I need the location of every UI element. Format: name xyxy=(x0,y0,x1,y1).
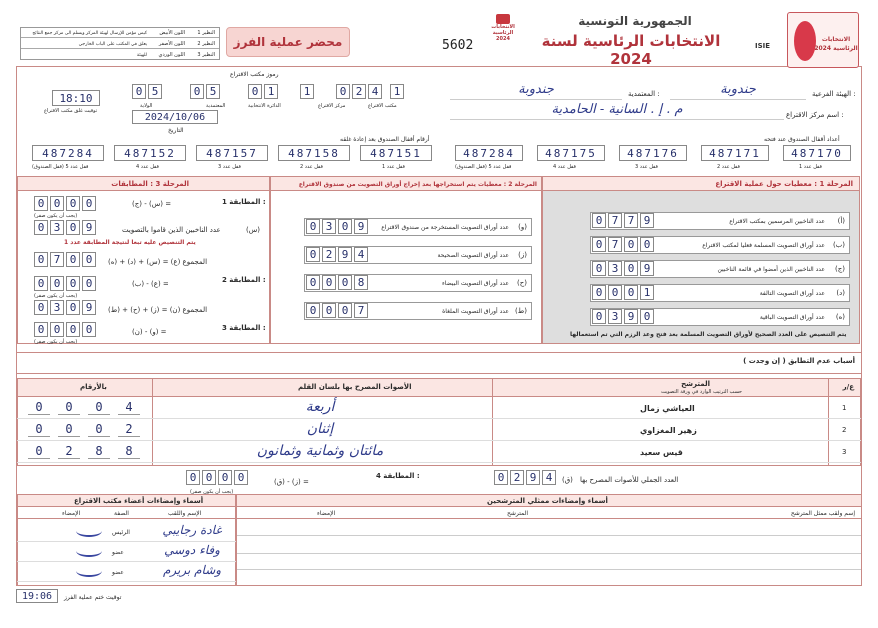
voters-value xyxy=(34,220,98,235)
total-votes-letter: (ق) xyxy=(562,476,573,484)
digit-cell: 2 xyxy=(510,470,524,485)
digit-cell: 0 xyxy=(306,303,320,318)
digit-cell: 0 xyxy=(82,322,96,337)
isie-logo-text: الانتخابات الرئاسية 2024 xyxy=(814,36,858,52)
stage1-header xyxy=(543,177,859,191)
digit-cell: 8 xyxy=(118,444,140,459)
date-value: 2024/10/06 xyxy=(132,110,218,124)
copy-desc: للهيئة xyxy=(136,53,147,58)
digit-cell: 2 xyxy=(118,422,140,437)
candidate-name: قيس سعيد xyxy=(640,448,683,457)
row-value xyxy=(592,309,656,324)
digit-cell: 0 xyxy=(58,422,80,437)
signature-mark xyxy=(76,525,102,537)
digit-cell: 2 xyxy=(58,444,80,459)
total-votes-value xyxy=(494,470,558,485)
member-name: وشام بريرم xyxy=(162,563,222,577)
election-logo xyxy=(488,14,518,62)
digit-cell: 0 xyxy=(34,300,48,315)
rep-signatures-header xyxy=(237,495,861,507)
digit-cell: 3 xyxy=(50,220,64,235)
m3-value xyxy=(34,322,98,337)
date-label: التاريخ xyxy=(168,127,184,134)
digit-cell: 0 xyxy=(218,470,232,485)
digit-cell: 0 xyxy=(592,309,606,324)
center-value: م . إ . السانية - الحامدية xyxy=(450,102,784,120)
copy-label: النظير 3 xyxy=(197,52,215,58)
m2-sub: (يجب أن يكون صفر) xyxy=(34,293,78,299)
seals-before xyxy=(455,145,855,171)
row-letter: (و) xyxy=(518,223,527,231)
code-digit: 1 xyxy=(300,84,314,99)
member-col-role: الصفة xyxy=(114,510,129,517)
form-name-banner xyxy=(226,27,350,57)
rep-row xyxy=(237,569,861,570)
stage3-title: المرحلة 3 : المطابقات xyxy=(111,180,189,188)
member-col-name: الإسم واللقب xyxy=(168,510,202,517)
seal-caption: قفل عدد 3 xyxy=(218,164,241,170)
seal-number: 487175 xyxy=(537,145,605,161)
seal-number: 487284 xyxy=(32,145,104,161)
col-words: الأصوات المصرح بها بلسان القلم xyxy=(298,383,412,391)
m1-sub: (يجب أن يكون صفر) xyxy=(34,213,78,219)
seal-caption: قفل عدد 3 xyxy=(635,164,658,170)
code-caption: مكتب الاقتراع xyxy=(368,103,397,109)
seal-number: 487284 xyxy=(455,145,523,161)
digit-cell: 0 xyxy=(34,322,48,337)
copies-table xyxy=(20,27,220,60)
row-label: عدد أوراق التصويت البيضاء xyxy=(441,280,509,287)
row-value xyxy=(306,247,370,262)
digit-cell: 0 xyxy=(82,276,96,291)
row-value xyxy=(306,303,370,318)
digit-cell: 7 xyxy=(624,213,638,228)
signature-mark xyxy=(76,565,102,577)
sum-value xyxy=(34,252,98,267)
m2-formula: (ب) - (ع) = xyxy=(132,280,169,288)
rep-row xyxy=(237,535,861,536)
digit-cell: 3 xyxy=(608,261,622,276)
digit-cell: 0 xyxy=(50,322,64,337)
digit-cell: 0 xyxy=(66,252,80,267)
row-letter: (ح) xyxy=(517,279,527,287)
row-label: عدد أوراق التصويت الباقية xyxy=(759,314,825,321)
digit-cell: 0 xyxy=(82,252,96,267)
m1-value xyxy=(34,196,98,211)
republic-title: الجمهورية التونسية xyxy=(578,14,692,28)
rep-col-candidate: المترشح xyxy=(507,510,528,517)
digit-cell: 3 xyxy=(608,309,622,324)
candidate-votes-digits xyxy=(28,444,148,459)
digit-cell: 0 xyxy=(640,309,654,324)
rep-signatures xyxy=(236,494,862,586)
row-label: عدد الناخبين الذين أمضوا في قائمة الناخبين xyxy=(717,266,825,273)
m3-sub: (يجب أن يكون صفر) xyxy=(34,339,78,345)
rep-col-signature: الإمضاء xyxy=(317,510,336,517)
copies-row xyxy=(21,28,219,38)
digit-cell: 0 xyxy=(306,247,320,262)
digit-cell: 0 xyxy=(322,275,336,290)
code-digit: 2 xyxy=(352,84,366,99)
digit-cell: 0 xyxy=(66,300,80,315)
row-letter: (ز) xyxy=(518,251,527,259)
digit-cell: 8 xyxy=(88,444,110,459)
office-codes xyxy=(132,84,406,99)
code-caption: مركز الاقتراع xyxy=(318,103,346,109)
seal-caption: قفل عدد 2 xyxy=(300,164,323,170)
seals-before-label: أعداد أقفال الصندوق عند فتحه xyxy=(764,136,840,143)
digit-cell: 0 xyxy=(624,261,638,276)
code-caption: الولاية xyxy=(140,103,153,109)
digit-cell: 9 xyxy=(82,220,96,235)
seal-caption: قفل عدد 1 xyxy=(382,164,405,170)
digit-cell: 0 xyxy=(306,219,320,234)
m1-label: المطابقة 1 : xyxy=(222,198,266,206)
digit-cell: 0 xyxy=(338,303,352,318)
digit-cell: 7 xyxy=(608,237,622,252)
code-digit: 4 xyxy=(368,84,382,99)
member-signatures-header xyxy=(18,495,235,507)
copy-desc: يعلق في المكتب على الباب الخارجي xyxy=(78,42,147,47)
signature-mark xyxy=(76,545,102,557)
member-role: عضو xyxy=(112,569,124,576)
candidate-number: 2 xyxy=(842,426,847,434)
digit-cell: 0 xyxy=(592,261,606,276)
stage2-title: المرحلة 2 : معطيات يتم استخراجها بعد إخراج أوراق التصويت من صندوق الاقتراع xyxy=(298,181,537,188)
seal-number: 487176 xyxy=(619,145,687,161)
digit-cell: 9 xyxy=(338,247,352,262)
digit-cell: 0 xyxy=(66,276,80,291)
col-number: ع/ر xyxy=(842,383,854,391)
candidate-votes-words: أربعة xyxy=(305,399,335,415)
m4-value xyxy=(186,470,250,485)
discrepancy-box xyxy=(17,352,861,374)
digit-cell: 0 xyxy=(306,275,320,290)
total-value xyxy=(34,300,98,315)
digit-cell: 0 xyxy=(82,196,96,211)
digit-cell: 0 xyxy=(624,285,638,300)
digit-cell: 3 xyxy=(322,219,336,234)
row-label: عدد أوراق التصويت الصحيحة xyxy=(437,252,509,259)
digit-cell: 0 xyxy=(322,303,336,318)
end-time: 19:06 xyxy=(16,589,58,603)
row-label: عدد أوراق التصويت المسلمة فعليا لمكتب الاقتراع xyxy=(702,242,825,249)
code-digit: 1 xyxy=(390,84,404,99)
seal-number: 487158 xyxy=(278,145,350,161)
digit-cell: 9 xyxy=(82,300,96,315)
col-digits: بالأرقام xyxy=(80,383,107,391)
seal-caption: قفل عدد 4 xyxy=(553,164,576,170)
digit-cell: 0 xyxy=(624,237,638,252)
m3-label: المطابقة 3 : xyxy=(222,324,266,332)
candidate-votes-digits xyxy=(28,400,148,415)
row-label: عدد أوراق التصويت التالفة xyxy=(759,290,825,297)
digit-cell: 0 xyxy=(66,196,80,211)
candidates-header-row xyxy=(18,379,860,397)
digit-cell: 0 xyxy=(28,422,50,437)
m1-note: يتم التنصيص عليه تبعا لنتيجة المطابقة عدد 1 xyxy=(64,239,196,246)
election-logo-text: الانتخابات الرئاسية 2024 xyxy=(491,24,515,42)
digit-cell: 0 xyxy=(50,276,64,291)
total-label: المجموع (ن) = (ز) + (ح) + (ط) xyxy=(108,306,208,314)
col-candidate: المترشح xyxy=(681,380,710,388)
digit-cell: 0 xyxy=(28,444,50,459)
m2-value xyxy=(34,276,98,291)
isie-label: ISIE xyxy=(755,42,771,50)
seal-number: 487157 xyxy=(196,145,268,161)
candidate-number: 1 xyxy=(842,404,847,412)
row-label: عدد أوراق التصويت المستخرجة من صندوق الاقتراع xyxy=(381,224,509,231)
region-value: جندوبة xyxy=(670,82,806,100)
row-label: عدد الناخبين المرسمين بمكتب الاقتراع xyxy=(729,218,825,225)
digit-cell: 0 xyxy=(66,322,80,337)
code-digit: 1 xyxy=(264,84,278,99)
digit-cell: 0 xyxy=(58,400,80,415)
form-name: محضر عملية الفرز xyxy=(233,35,343,49)
copy-desc: كيس مؤمن للإرسال لهيئة المركز ويسلم الى مركز جمع النتائج xyxy=(32,31,147,36)
doc-number: 5602 xyxy=(442,38,474,53)
code-caption: الدائرة الانتخابية xyxy=(248,103,281,109)
stage1-title: المرحلة 1 : معطيات حول عملية الاقتراع xyxy=(715,180,853,188)
row-label: عدد أوراق التصويت الملغاة xyxy=(442,308,509,315)
voters-label: عدد الناخبين الذين قاموا بالتصويت xyxy=(122,226,221,234)
closing-time: 18:10 xyxy=(52,90,100,106)
candidate-votes-words: إثنان xyxy=(306,421,334,437)
row-value xyxy=(592,213,656,228)
rep-row xyxy=(237,553,861,554)
discrepancy-label: أسباب عدم التطابق ( إن وجدت ) xyxy=(743,357,855,365)
digit-cell: 9 xyxy=(640,213,654,228)
digit-cell: 0 xyxy=(592,237,606,252)
m4-label: المطابقة 4 : xyxy=(376,472,420,480)
sum-label: المجموع (ع) = (س) + (د) + (ه) xyxy=(108,258,208,266)
seals-after xyxy=(32,145,432,171)
digit-cell: 0 xyxy=(28,400,50,415)
election-title: الانتخابات الرئاسية لسنة 2024 xyxy=(541,32,721,68)
digit-cell: 7 xyxy=(50,252,64,267)
digit-cell: 0 xyxy=(50,196,64,211)
delegation-label: المعتمدية : xyxy=(628,90,660,98)
end-time-label: توقيت ختم عملية الفرز xyxy=(64,594,122,601)
m2-label: المطابقة 2 : xyxy=(222,276,266,284)
isie-logo xyxy=(787,12,859,68)
row-value xyxy=(306,275,370,290)
stage1-note: يتم التنصيص على العدد الصحيح لأوراق التصويت المسلمة بعد فتح وعد الرزم التي تم استعمالها xyxy=(570,331,847,338)
digit-cell: 9 xyxy=(526,470,540,485)
copy-label: النظير 2 xyxy=(197,41,215,47)
code-digit: 0 xyxy=(190,84,204,99)
member-role: الرئيس xyxy=(112,529,130,536)
seal-number: 487171 xyxy=(701,145,769,161)
code-caption: المعتمدية xyxy=(206,103,226,109)
candidate-votes-words: مائتان وثمانية وثمانون xyxy=(256,443,384,459)
copies-row xyxy=(21,50,219,60)
candidate-votes-digits xyxy=(28,422,148,437)
copy-color: اللون الأصفر xyxy=(158,41,185,47)
digit-cell: 0 xyxy=(186,470,200,485)
code-digit: 0 xyxy=(336,84,350,99)
digit-cell: 0 xyxy=(202,470,216,485)
code-digit: 0 xyxy=(132,84,146,99)
seal-number: 487152 xyxy=(114,145,186,161)
seal-caption: قفل عدد 1 xyxy=(799,164,822,170)
digit-cell: 0 xyxy=(234,470,248,485)
row-letter: (ه) xyxy=(835,313,845,321)
seal-caption: قفل عدد 4 xyxy=(136,164,159,170)
copies-row xyxy=(21,39,219,49)
digit-cell: 8 xyxy=(354,275,368,290)
digit-cell: 7 xyxy=(354,303,368,318)
center-label: اسم مركز الاقتراع : xyxy=(786,111,844,119)
stage2-header xyxy=(271,177,541,191)
digit-cell: 3 xyxy=(50,300,64,315)
digit-cell: 0 xyxy=(88,422,110,437)
candidate-name: زهير المغزاوي xyxy=(640,426,697,435)
seals-after-label: أرقام أقفال الصندوق بعد إعادة غلقه xyxy=(340,136,430,143)
row-letter: (ط) xyxy=(515,307,527,315)
digit-cell: 0 xyxy=(592,213,606,228)
seal-number: 487170 xyxy=(783,145,851,161)
member-role: عضو xyxy=(112,549,124,556)
row-letter: (د) xyxy=(836,289,845,297)
digit-cell: 0 xyxy=(494,470,508,485)
voters-letter: (س) xyxy=(246,226,261,234)
code-digit: 5 xyxy=(148,84,162,99)
digit-cell: 9 xyxy=(354,219,368,234)
digit-cell: 0 xyxy=(34,220,48,235)
seal-caption: قفل عدد 2 xyxy=(717,164,740,170)
total-votes-label: العدد الجملي للأصوات المصرح بها xyxy=(580,476,679,484)
seal-caption: قفل عدد 5 (قفل الصندوق) xyxy=(32,164,89,170)
member-col-signature: الإمضاء xyxy=(62,510,81,517)
row-value xyxy=(306,219,370,234)
member-name: غادة رجايبي xyxy=(162,523,222,537)
copy-color: اللون الأبيض xyxy=(159,30,185,36)
m3-formula: (ن) - (و) = xyxy=(132,328,167,336)
delegation-value: جندوبة xyxy=(450,82,622,100)
code-digit: 0 xyxy=(248,84,262,99)
rep-signatures-colheads xyxy=(237,507,861,519)
region-label: الهيئة الفرعية : xyxy=(812,90,856,98)
digit-cell: 1 xyxy=(640,285,654,300)
digit-cell: 7 xyxy=(608,213,622,228)
code-digit: 5 xyxy=(206,84,220,99)
digit-cell: 0 xyxy=(592,285,606,300)
copy-color: اللون الوردي xyxy=(158,52,185,58)
member-colheads xyxy=(18,507,235,519)
member-signatures-title: أسماء وإمضاءات أعضاء مكتب الاقتراع xyxy=(74,497,204,505)
digit-cell: 4 xyxy=(542,470,556,485)
digit-cell: 0 xyxy=(34,196,48,211)
digit-cell: 0 xyxy=(640,237,654,252)
office-codes-label: رموز مكتب الاقتراع xyxy=(230,71,279,78)
row-letter: (أ) xyxy=(837,217,845,225)
seal-number: 487151 xyxy=(360,145,432,161)
digit-cell: 9 xyxy=(624,309,638,324)
m4-formula: (ق) - (ز) = xyxy=(274,478,309,486)
digit-cell: 0 xyxy=(88,400,110,415)
seal-caption: قفل عدد 5 (قفل الصندوق) xyxy=(455,164,512,170)
candidate-number: 3 xyxy=(842,448,847,456)
digit-cell: 2 xyxy=(322,247,336,262)
rep-col-name: إسم ولقب ممثل المترشح xyxy=(790,510,855,517)
digit-cell: 0 xyxy=(338,275,352,290)
member-name: وفاء دوسي xyxy=(164,543,220,557)
m4-sub: (يجب أن يكون صفر) xyxy=(190,489,234,495)
digit-cell: 0 xyxy=(338,219,352,234)
digit-cell: 4 xyxy=(118,400,140,415)
digit-cell: 0 xyxy=(66,220,80,235)
digit-cell: 9 xyxy=(640,261,654,276)
col-candidate-sub: حسب الترتيب الوارد في ورقة التصويت xyxy=(660,389,742,395)
row-value xyxy=(592,237,656,252)
copy-label: النظير 1 xyxy=(197,30,215,36)
ballot-box-icon xyxy=(496,14,510,24)
row-letter: (ب) xyxy=(832,241,845,249)
digit-cell: 0 xyxy=(608,285,622,300)
row-letter: (ج) xyxy=(835,265,845,273)
m1-formula: (ج) - (س) = xyxy=(132,200,172,208)
digit-cell: 4 xyxy=(354,247,368,262)
flag-icon xyxy=(794,21,816,61)
closing-time-label: توقيت غلق مكتب الاقتراع xyxy=(44,108,98,114)
stage3-header xyxy=(18,177,269,191)
row-value xyxy=(592,261,656,276)
digit-cell: 0 xyxy=(34,252,48,267)
rep-signatures-title: أسماء وإمضاءات ممثلي المترشحين xyxy=(487,497,608,505)
digit-cell: 0 xyxy=(34,276,48,291)
row-value xyxy=(592,285,656,300)
candidate-name: العياشي زمال xyxy=(640,404,695,413)
